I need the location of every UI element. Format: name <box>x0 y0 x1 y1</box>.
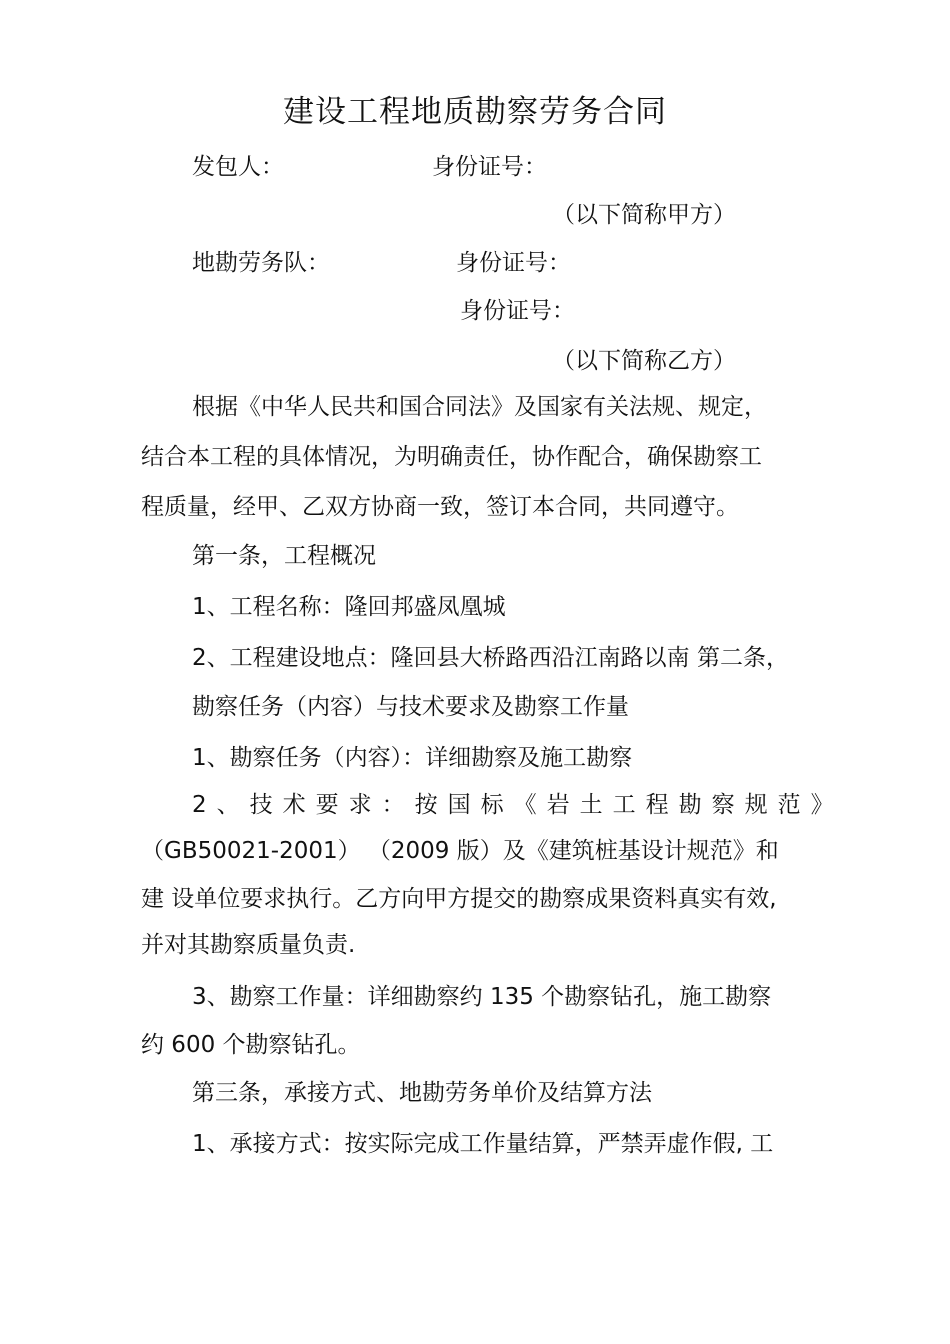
article-1-heading: 第一条，工程概况 <box>192 543 376 569</box>
article-1-item-2: 2、工程建设地点：隆回县大桥路西沿江南路以南 第二条， <box>192 645 789 671</box>
party-a-label: 发包人： <box>192 154 284 180</box>
article-2-item-2-line-2: （GB50021-2001） （2009 版）及《建筑桩基设计规范》和 <box>141 838 779 864</box>
party-a-alias: （以下简称甲方） <box>552 202 736 228</box>
party-b-alias: （以下简称乙方） <box>552 348 736 374</box>
article-2-item-3-line-1: 3、勘察工作量：详细勘察约 135 个勘察钻孔，施工勘察 <box>192 984 772 1010</box>
preamble-line-2: 结合本工程的具体情况，为明确责任，协作配合，确保勘察工 <box>141 444 762 470</box>
party-b-id-label-1: 身份证号： <box>456 250 571 276</box>
article-3-heading: 第三条，承接方式、地勘劳务单价及结算方法 <box>192 1080 652 1106</box>
article-2-heading: 勘察任务（内容）与技术要求及勘察工作量 <box>192 694 629 720</box>
article-2-item-3-line-2: 约 600 个勘察钻孔。 <box>141 1032 361 1058</box>
article-1-item-1: 1、工程名称：隆回邦盛凤凰城 <box>192 594 506 620</box>
party-a-id-label: 身份证号： <box>432 154 547 180</box>
article-2-item-2-line-4: 并对其勘察质量负责. <box>141 932 356 958</box>
article-2-item-1: 1、勘察任务（内容）：详细勘察及施工勘察 <box>192 745 633 771</box>
preamble-line-1: 根据《中华人民共和国合同法》及国家有关法规、规定， <box>192 394 767 420</box>
preamble-line-3: 程质量，经甲、乙双方协商一致，签订本合同，共同遵守。 <box>141 494 739 520</box>
document-title: 建设工程地质勘察劳务合同 <box>283 94 667 130</box>
article-3-item-1: 1、承接方式：按实际完成工作量结算，严禁弄虚作假, 工 <box>192 1131 774 1157</box>
article-2-item-2-line-3: 建 设单位要求执行。乙方向甲方提交的勘察成果资料真实有效, <box>141 886 777 912</box>
party-b-label: 地勘劳务队： <box>192 250 330 276</box>
article-2-item-2-line-1: 2、技术要求：按国标《岩土工程勘察规范》 <box>192 792 844 818</box>
party-b-id-label-2: 身份证号： <box>460 298 575 324</box>
